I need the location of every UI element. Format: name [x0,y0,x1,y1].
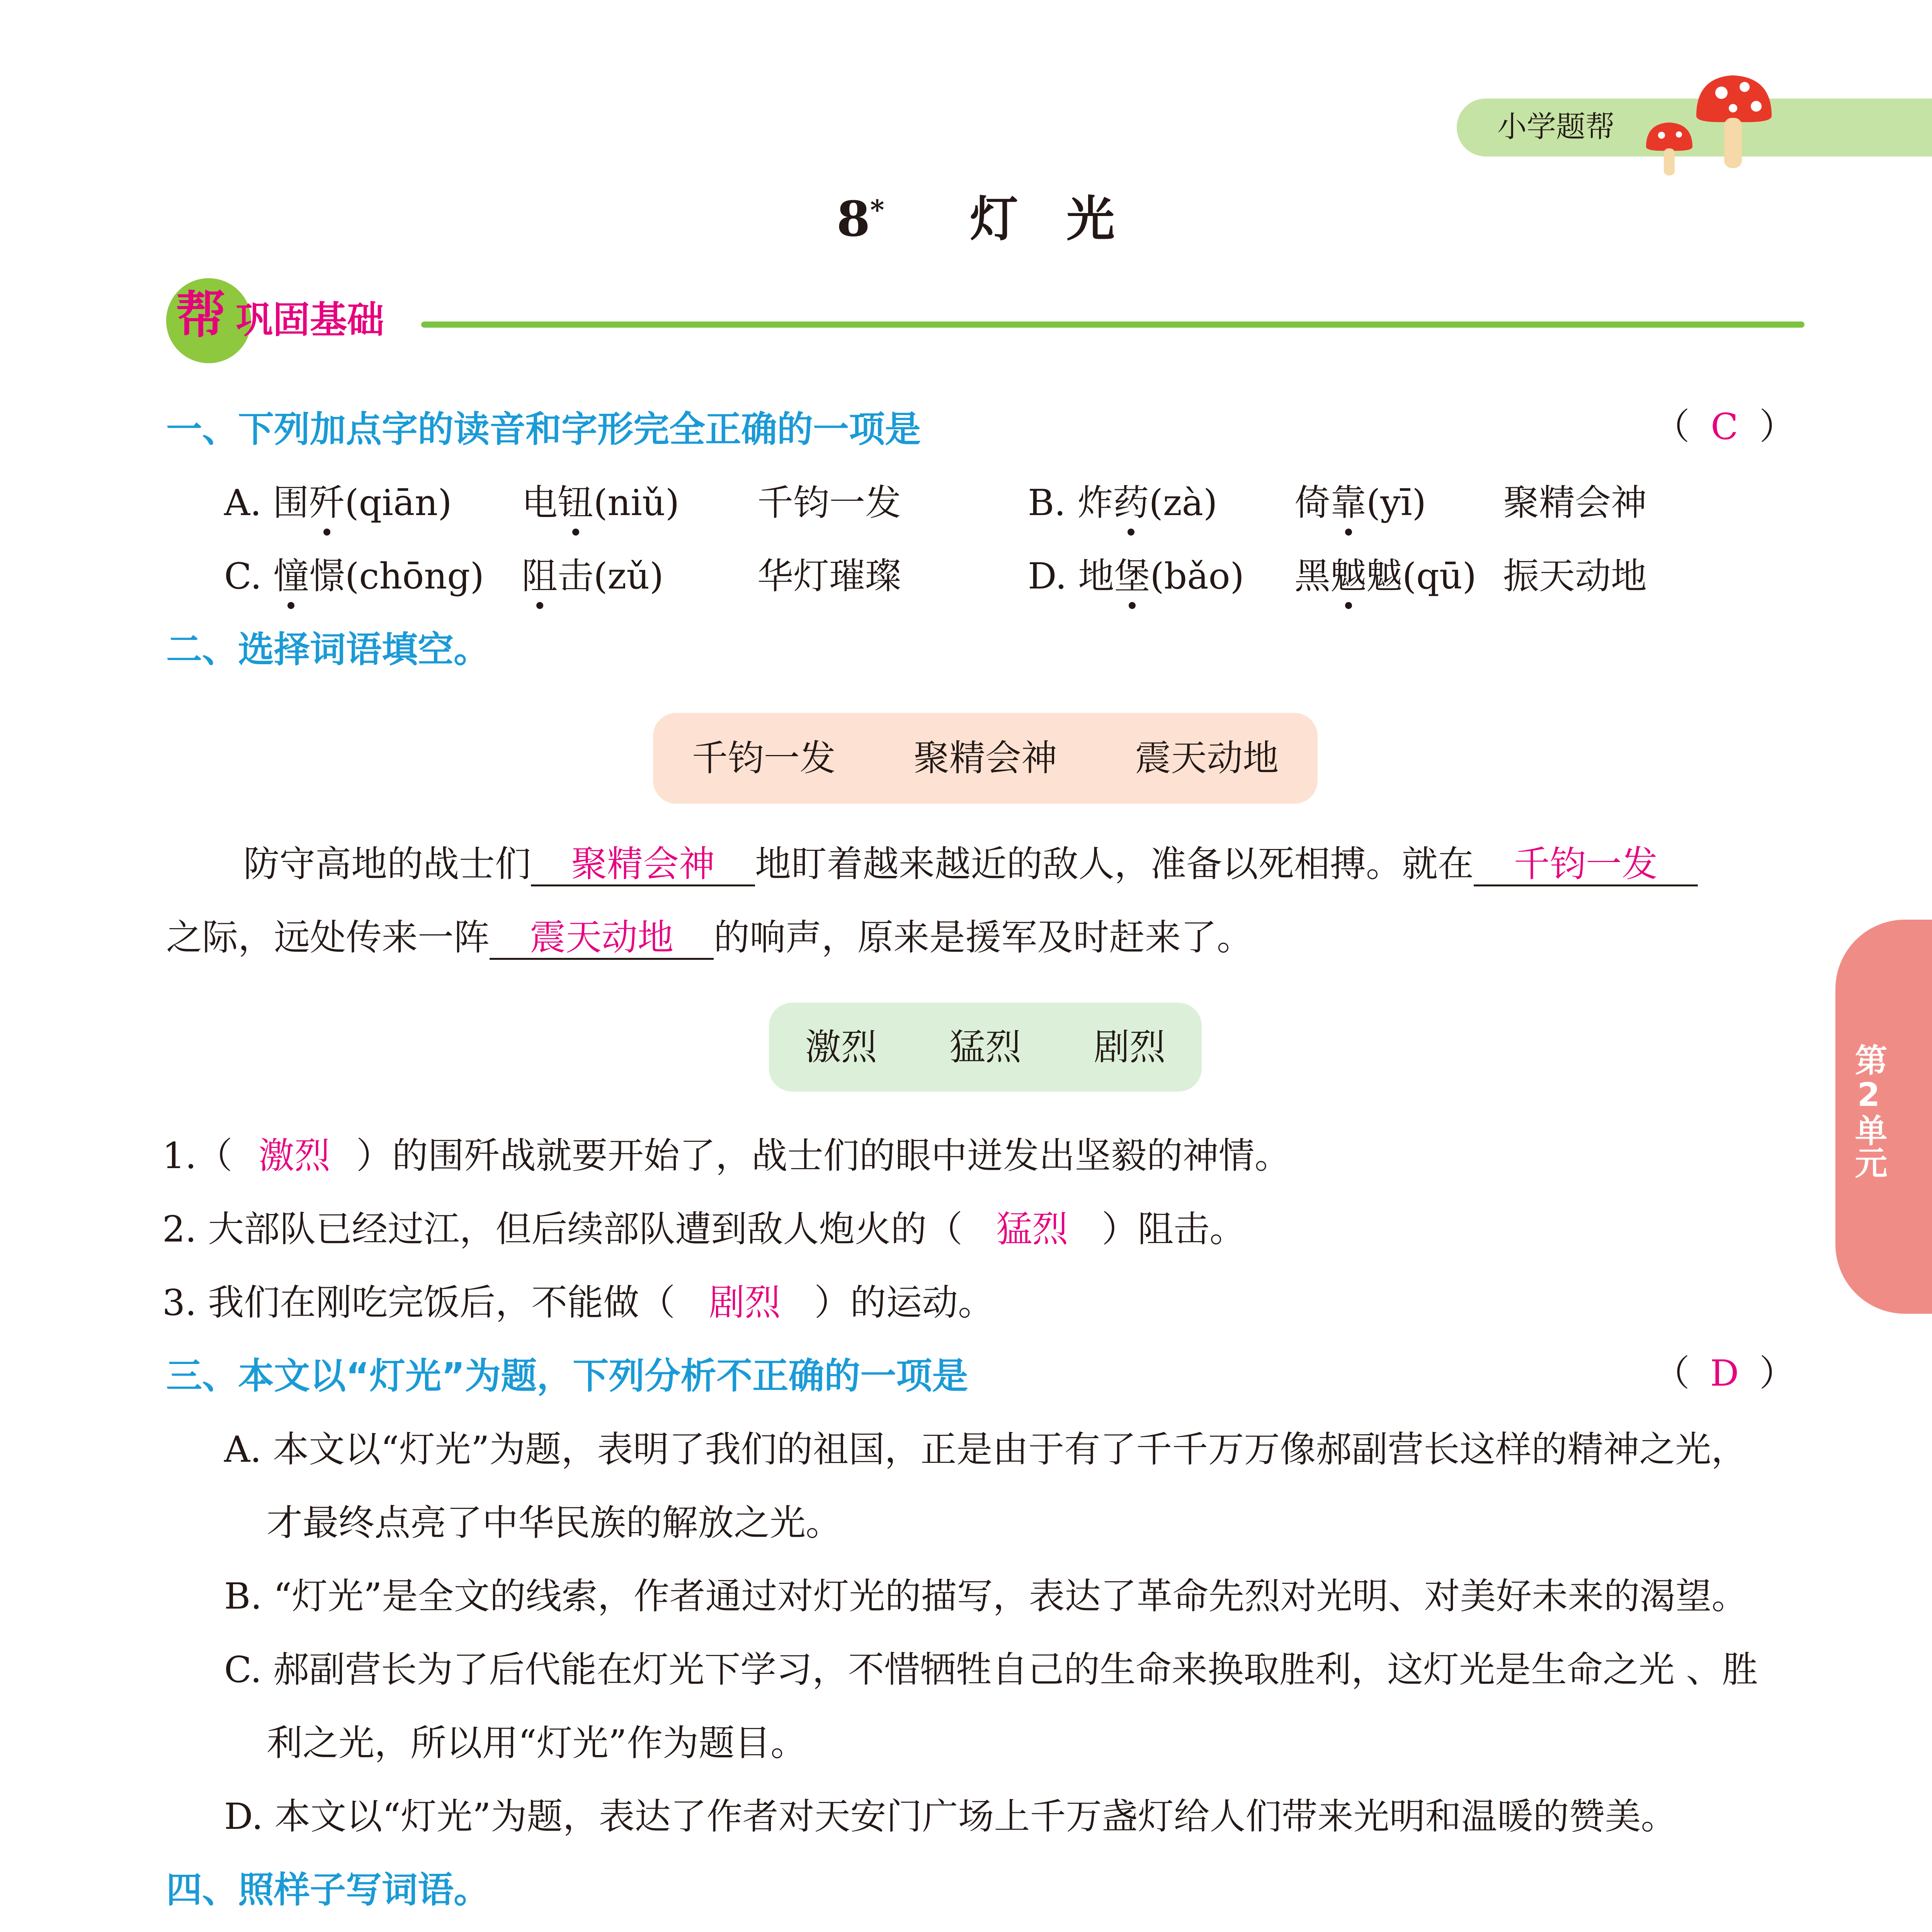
q3-option-a-line1: A. 本文以“灯光”为题，表明了我们的祖国，正是由于有了千千万万像郝副营长这样的精神之光， [224,1429,1747,1470]
word-bank-1-item: 聚精会神 [913,737,1057,779]
section-banner-line [421,321,1804,328]
mushroom-icon [1638,70,1777,178]
q1-option-c-word2: 阻击(zǔ) [522,555,664,597]
q2-p1-text-b: 地盯着越来越近的敌人，准备以死相搏。就在 [755,843,1474,885]
q3-option-d: D. 本文以“灯光”为题，表达了作者对天安门广场上千万盏灯给人们带来光明和温暖的赞美。 [224,1796,1677,1837]
q1-option-b-word1: B. 炸药(zà) [1028,482,1218,524]
q2-paragraph-line1 [243,843,1698,886]
q3-paren-open: （ [1654,1352,1690,1394]
q2-p1-text-a: 防守高地的战士们 [243,843,531,885]
q1-row-2 [224,555,1847,597]
dot-char: 靠 [1330,482,1366,524]
q3-option-c-line1: C. 郝副营长为了后代能在灯光下学习，不惜牺牲自己的生命来换取胜利，这灯光是生命之光 、胜 [224,1649,1758,1690]
dot-char: 阻 [522,555,558,597]
q3-paren-close: ） [1759,1352,1795,1394]
q1-option-b-word2: 倚靠(yī) [1294,482,1426,524]
q1-option-a-word3: 千钧一发 [757,482,901,524]
q3-answer: D [1710,1352,1739,1394]
q1-answer: C [1711,406,1738,447]
word-bank-1-item: 千钧一发 [692,737,836,779]
lesson-star: * [870,194,884,226]
q2-p2-text-a: 之际，远处传来一阵 [166,917,490,958]
page-title: 灯 光 [970,191,1115,247]
q2-blank-2: 千钧一发 [1474,846,1698,886]
dot-char: 钮 [558,482,594,524]
section-banner-text: 巩固基础 [236,298,384,342]
word-bank-1-item: 震天动地 [1135,737,1279,779]
q2-s3-answer: 剧烈 [709,1282,781,1323]
q1-paren-open: （ [1654,406,1690,447]
q3-option-b: B. “灯光”是全文的线索，作者通过对灯光的描写，表达了革命先烈对光明、对美好未来的渴望。 [224,1575,1748,1617]
q2-s1-answer: 激烈 [258,1135,330,1177]
word-bank-2-item: 猛烈 [949,1026,1021,1068]
brand-label: 小学题帮 [1497,109,1615,144]
q2-sentence-3 [162,1282,994,1323]
q3-answer-slot [1654,1352,1795,1394]
q1-option-d-word3: 振天动地 [1503,555,1647,597]
dot-char: 憧 [273,555,309,597]
q2-paragraph-line2 [166,917,1253,960]
q2-s3-b: ）的运动。 [814,1282,994,1323]
q1-option-d-word2: 黑魆魆(qū) [1294,555,1476,597]
q1-option-a-word2: 电钮(niǔ) [522,482,680,524]
q3-title: 三、本文以“灯光”为题，下列分析不正确的一项是 [166,1355,968,1397]
section-banner-mark: 帮 [176,286,226,344]
q4-title: 四、照样子写词语。 [166,1869,490,1911]
q2-p2-text-b: 的响声，原来是援军及时赶来了。 [714,917,1253,958]
word-bank-2 [769,1003,1202,1092]
q1-option-a-word1: A. 围歼(qiān) [224,482,452,524]
q1-option-c-word1: C. 憧憬(chōng) [224,555,484,597]
dot-char: 魆 [1330,555,1366,597]
word-bank-2-item: 剧烈 [1094,1026,1166,1068]
q1-option-d-word1: D. 地堡(bǎo) [1028,555,1244,597]
q2-sentence-1 [162,1135,1291,1177]
q3-option-c-line2: 利之光，所以用“灯光”作为题目。 [267,1722,807,1764]
dot-char: 歼 [309,482,345,524]
q2-s2-answer: 猛烈 [996,1208,1068,1250]
word-bank-1 [653,713,1318,804]
q2-title: 二、选择词语填空。 [166,629,490,670]
q2-s1-a: 1.（ [162,1135,233,1177]
q2-sentence-2 [162,1208,1246,1250]
q1-row-1 [224,482,1847,524]
q1-option-b-word3: 聚精会神 [1503,482,1647,524]
unit-tab-label: 第2单元 [1850,1043,1888,1179]
q1-paren-close: ） [1759,406,1795,447]
q2-s3-a: 3. 我们在刚吃完饭后，不能做（ [162,1282,675,1323]
q3-option-a-line2: 才最终点亮了中华民族的解放之光。 [267,1502,842,1544]
q2-s1-b: ）的围歼战就要开始了，战士们的眼中迸发出坚毅的神情。 [356,1135,1291,1177]
q1-answer-slot [1654,406,1795,447]
word-bank-2-item: 激烈 [805,1026,877,1068]
dot-char: 堡 [1114,555,1150,597]
lesson-number [837,191,884,247]
q1-option-c-word3: 华灯璀璨 [757,555,901,597]
lesson-number-text: 8 [837,191,870,247]
q2-s2-b: ）阻击。 [1102,1208,1246,1250]
dot-char: 药 [1113,482,1149,524]
q2-blank-1: 聚精会神 [531,846,755,886]
q1-title: 一、下列加点字的读音和字形完全正确的一项是 [166,408,921,450]
q2-blank-3: 震天动地 [490,920,714,960]
q2-s2-a: 2. 大部队已经过江，但后续部队遭到敌人炮火的（ [162,1208,963,1250]
